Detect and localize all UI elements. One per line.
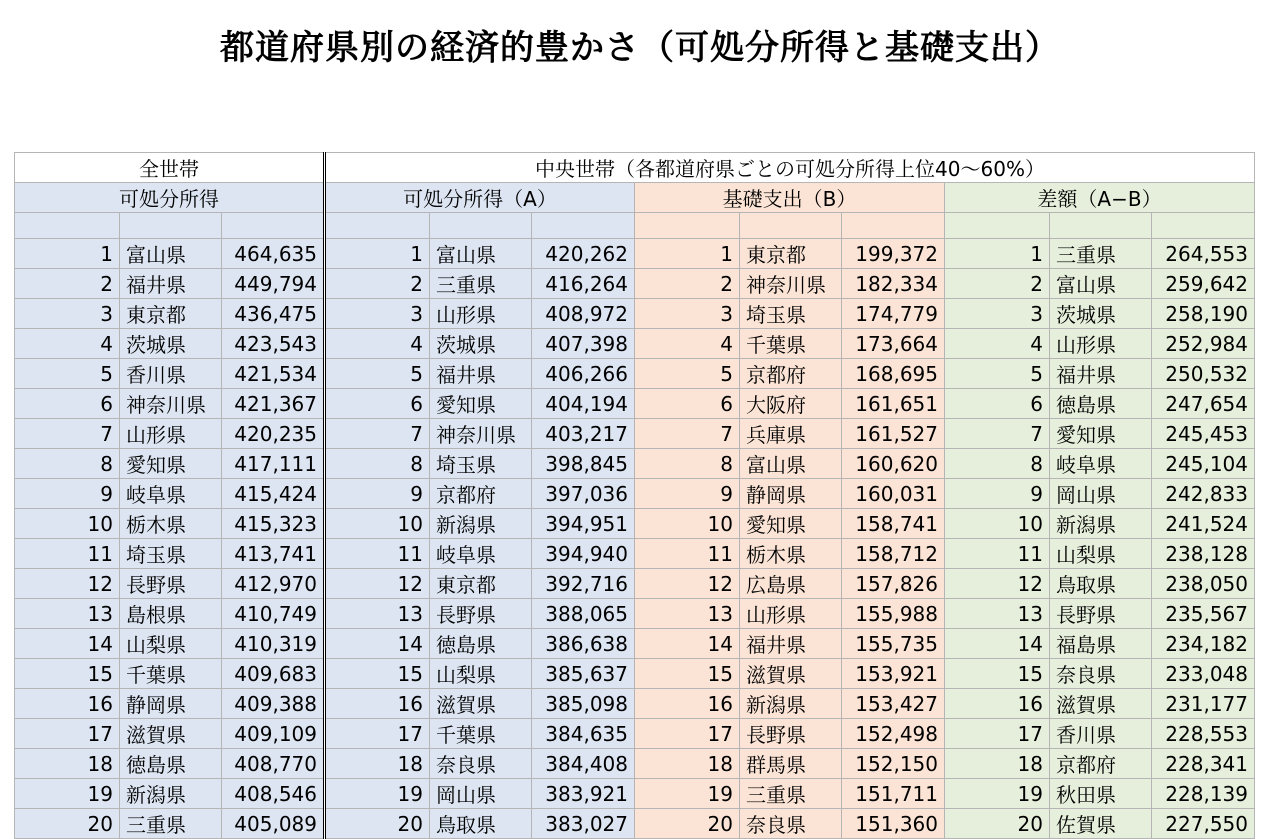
disposable-a-value-cell: 384,635 <box>532 719 635 749</box>
blank-cell <box>15 213 120 239</box>
basic-expense-prefecture-cell: 埼玉県 <box>740 299 842 329</box>
all-prefecture-cell: 岐阜県 <box>120 479 222 509</box>
difference-rank-cell: 3 <box>945 299 1050 329</box>
difference-value-cell: 250,532 <box>1152 359 1255 389</box>
all-prefecture-cell: 長野県 <box>120 569 222 599</box>
disposable-a-rank-cell: 7 <box>325 419 430 449</box>
blank-cell <box>740 213 842 239</box>
all-prefecture-cell: 三重県 <box>120 809 222 839</box>
basic-expense-prefecture-cell: 滋賀県 <box>740 659 842 689</box>
difference-value-cell: 233,048 <box>1152 659 1255 689</box>
disposable-a-rank-cell: 18 <box>325 749 430 779</box>
all-value-cell: 417,111 <box>222 449 325 479</box>
difference-rank-cell: 11 <box>945 539 1050 569</box>
all-rank-cell: 7 <box>15 419 120 449</box>
difference-rank-cell: 16 <box>945 689 1050 719</box>
disposable-a-prefecture-cell: 三重県 <box>430 269 532 299</box>
disposable-a-prefecture-cell: 埼玉県 <box>430 449 532 479</box>
all-rank-cell: 2 <box>15 269 120 299</box>
difference-rank-cell: 19 <box>945 779 1050 809</box>
basic-expense-rank-cell: 3 <box>635 299 740 329</box>
all-value-cell: 436,475 <box>222 299 325 329</box>
disposable-a-value-cell: 394,940 <box>532 539 635 569</box>
all-rank-cell: 6 <box>15 389 120 419</box>
difference-value-cell: 264,553 <box>1152 239 1255 269</box>
difference-rank-cell: 4 <box>945 329 1050 359</box>
basic-expense-value-cell: 158,712 <box>842 539 945 569</box>
all-value-cell: 420,235 <box>222 419 325 449</box>
blank-cell <box>945 213 1050 239</box>
disposable-a-prefecture-cell: 徳島県 <box>430 629 532 659</box>
disposable-a-value-cell: 397,036 <box>532 479 635 509</box>
difference-prefecture-cell: 三重県 <box>1050 239 1152 269</box>
basic-expense-value-cell: 151,360 <box>842 809 945 839</box>
disposable-a-prefecture-cell: 岡山県 <box>430 779 532 809</box>
basic-expense-prefecture-cell: 静岡県 <box>740 479 842 509</box>
disposable-a-rank-cell: 3 <box>325 299 430 329</box>
disposable-a-prefecture-cell: 新潟県 <box>430 509 532 539</box>
disposable-a-prefecture-cell: 奈良県 <box>430 749 532 779</box>
basic-expense-value-cell: 152,498 <box>842 719 945 749</box>
table-row <box>15 749 1255 779</box>
disposable-a-prefecture-cell: 長野県 <box>430 599 532 629</box>
all-value-cell: 405,089 <box>222 809 325 839</box>
blank-cell <box>532 213 635 239</box>
basic-expense-rank-cell: 5 <box>635 359 740 389</box>
disposable-a-value-cell: 386,638 <box>532 629 635 659</box>
disposable-a-rank-cell: 6 <box>325 389 430 419</box>
basic-expense-rank-cell: 7 <box>635 419 740 449</box>
table-row <box>15 539 1255 569</box>
basic-expense-value-cell: 173,664 <box>842 329 945 359</box>
basic-expense-value-cell: 161,527 <box>842 419 945 449</box>
basic-expense-prefecture-cell: 新潟県 <box>740 689 842 719</box>
table-row <box>15 389 1255 419</box>
table-row <box>15 569 1255 599</box>
all-rank-cell: 16 <box>15 689 120 719</box>
basic-expense-value-cell: 153,921 <box>842 659 945 689</box>
basic-expense-prefecture-cell: 広島県 <box>740 569 842 599</box>
all-rank-cell: 12 <box>15 569 120 599</box>
difference-rank-cell: 13 <box>945 599 1050 629</box>
difference-prefecture-cell: 秋田県 <box>1050 779 1152 809</box>
all-prefecture-cell: 新潟県 <box>120 779 222 809</box>
difference-rank-cell: 17 <box>945 719 1050 749</box>
basic-expense-value-cell: 160,620 <box>842 449 945 479</box>
all-rank-cell: 20 <box>15 809 120 839</box>
difference-value-cell: 227,550 <box>1152 809 1255 839</box>
difference-value-cell: 231,177 <box>1152 689 1255 719</box>
basic-expense-rank-cell: 17 <box>635 719 740 749</box>
disposable-a-rank-cell: 13 <box>325 599 430 629</box>
all-value-cell: 410,749 <box>222 599 325 629</box>
disposable-a-value-cell: 385,637 <box>532 659 635 689</box>
basic-expense-value-cell: 160,031 <box>842 479 945 509</box>
difference-prefecture-cell: 長野県 <box>1050 599 1152 629</box>
all-value-cell: 464,635 <box>222 239 325 269</box>
difference-prefecture-cell: 茨城県 <box>1050 299 1152 329</box>
difference-rank-cell: 8 <box>945 449 1050 479</box>
difference-value-cell: 241,524 <box>1152 509 1255 539</box>
table-row <box>15 719 1255 749</box>
disposable-a-value-cell: 388,065 <box>532 599 635 629</box>
disposable-a-prefecture-cell: 茨城県 <box>430 329 532 359</box>
all-value-cell: 409,109 <box>222 719 325 749</box>
table-row <box>15 329 1255 359</box>
table-row <box>15 599 1255 629</box>
basic-expense-value-cell: 174,779 <box>842 299 945 329</box>
all-value-cell: 421,534 <box>222 359 325 389</box>
basic-expense-prefecture-cell: 京都府 <box>740 359 842 389</box>
basic-expense-rank-cell: 6 <box>635 389 740 419</box>
difference-value-cell: 242,833 <box>1152 479 1255 509</box>
table-row <box>15 299 1255 329</box>
basic-expense-rank-cell: 10 <box>635 509 740 539</box>
difference-rank-cell: 15 <box>945 659 1050 689</box>
table-row <box>15 239 1255 269</box>
all-rank-cell: 18 <box>15 749 120 779</box>
blank-cell <box>842 213 945 239</box>
basic-expense-prefecture-cell: 兵庫県 <box>740 419 842 449</box>
difference-prefecture-cell: 岐阜県 <box>1050 449 1152 479</box>
table-row <box>15 509 1255 539</box>
basic-expense-rank-cell: 20 <box>635 809 740 839</box>
all-value-cell: 410,319 <box>222 629 325 659</box>
basic-expense-prefecture-cell: 大阪府 <box>740 389 842 419</box>
difference-prefecture-cell: 山梨県 <box>1050 539 1152 569</box>
all-prefecture-cell: 東京都 <box>120 299 222 329</box>
basic-expense-prefecture-cell: 愛知県 <box>740 509 842 539</box>
difference-rank-cell: 7 <box>945 419 1050 449</box>
difference-value-cell: 252,984 <box>1152 329 1255 359</box>
table-row <box>15 779 1255 809</box>
all-prefecture-cell: 埼玉県 <box>120 539 222 569</box>
difference-prefecture-cell: 山形県 <box>1050 329 1152 359</box>
difference-rank-cell: 18 <box>945 749 1050 779</box>
blank-cell <box>325 213 430 239</box>
table-row <box>15 629 1255 659</box>
disposable-a-rank-cell: 12 <box>325 569 430 599</box>
all-prefecture-cell: 千葉県 <box>120 659 222 689</box>
all-prefecture-cell: 香川県 <box>120 359 222 389</box>
blank-cell <box>430 213 532 239</box>
disposable-a-rank-cell: 14 <box>325 629 430 659</box>
disposable-a-value-cell: 383,027 <box>532 809 635 839</box>
all-prefecture-cell: 栃木県 <box>120 509 222 539</box>
difference-rank-cell: 5 <box>945 359 1050 389</box>
all-rank-cell: 19 <box>15 779 120 809</box>
disposable-a-value-cell: 392,716 <box>532 569 635 599</box>
disposable-a-prefecture-cell: 岐阜県 <box>430 539 532 569</box>
table-row <box>15 449 1255 479</box>
difference-value-cell: 238,128 <box>1152 539 1255 569</box>
all-value-cell: 449,794 <box>222 269 325 299</box>
difference-value-cell: 228,139 <box>1152 779 1255 809</box>
all-prefecture-cell: 徳島県 <box>120 749 222 779</box>
disposable-a-prefecture-cell: 山形県 <box>430 299 532 329</box>
basic-expense-value-cell: 161,651 <box>842 389 945 419</box>
table-row <box>15 689 1255 719</box>
disposable-a-value-cell: 416,264 <box>532 269 635 299</box>
difference-rank-cell: 2 <box>945 269 1050 299</box>
all-value-cell: 412,970 <box>222 569 325 599</box>
header-difference: 差額（A−B） <box>945 183 1255 213</box>
all-rank-cell: 1 <box>15 239 120 269</box>
difference-rank-cell: 10 <box>945 509 1050 539</box>
all-value-cell: 409,683 <box>222 659 325 689</box>
all-rank-cell: 14 <box>15 629 120 659</box>
disposable-a-rank-cell: 1 <box>325 239 430 269</box>
difference-rank-cell: 14 <box>945 629 1050 659</box>
disposable-a-rank-cell: 5 <box>325 359 430 389</box>
difference-prefecture-cell: 滋賀県 <box>1050 689 1152 719</box>
basic-expense-value-cell: 157,826 <box>842 569 945 599</box>
basic-expense-value-cell: 182,334 <box>842 269 945 299</box>
difference-prefecture-cell: 富山県 <box>1050 269 1152 299</box>
disposable-a-rank-cell: 2 <box>325 269 430 299</box>
disposable-a-prefecture-cell: 滋賀県 <box>430 689 532 719</box>
difference-prefecture-cell: 福井県 <box>1050 359 1152 389</box>
difference-value-cell: 258,190 <box>1152 299 1255 329</box>
basic-expense-prefecture-cell: 富山県 <box>740 449 842 479</box>
header-mid-disposable: 可処分所得（A） <box>325 183 635 213</box>
disposable-a-prefecture-cell: 鳥取県 <box>430 809 532 839</box>
disposable-a-prefecture-cell: 京都府 <box>430 479 532 509</box>
difference-prefecture-cell: 福島県 <box>1050 629 1152 659</box>
basic-expense-rank-cell: 11 <box>635 539 740 569</box>
disposable-a-prefecture-cell: 山梨県 <box>430 659 532 689</box>
basic-expense-prefecture-cell: 福井県 <box>740 629 842 659</box>
basic-expense-prefecture-cell: 山形県 <box>740 599 842 629</box>
disposable-a-value-cell: 398,845 <box>532 449 635 479</box>
disposable-a-rank-cell: 4 <box>325 329 430 359</box>
all-rank-cell: 11 <box>15 539 120 569</box>
difference-prefecture-cell: 佐賀県 <box>1050 809 1152 839</box>
basic-expense-rank-cell: 2 <box>635 269 740 299</box>
difference-value-cell: 245,453 <box>1152 419 1255 449</box>
blank-cell <box>635 213 740 239</box>
all-rank-cell: 3 <box>15 299 120 329</box>
all-value-cell: 413,741 <box>222 539 325 569</box>
table-row <box>15 479 1255 509</box>
header-all-disposable: 可処分所得 <box>15 183 325 213</box>
all-value-cell: 415,424 <box>222 479 325 509</box>
basic-expense-value-cell: 155,735 <box>842 629 945 659</box>
basic-expense-rank-cell: 15 <box>635 659 740 689</box>
disposable-a-value-cell: 406,266 <box>532 359 635 389</box>
blank-cell <box>1152 213 1255 239</box>
basic-expense-prefecture-cell: 千葉県 <box>740 329 842 359</box>
difference-prefecture-cell: 岡山県 <box>1050 479 1152 509</box>
header-basic-expense: 基礎支出（B） <box>635 183 945 213</box>
basic-expense-rank-cell: 19 <box>635 779 740 809</box>
disposable-a-rank-cell: 8 <box>325 449 430 479</box>
page-title: 都道府県別の経済的豊かさ（可処分所得と基礎支出） <box>220 28 1060 68</box>
all-rank-cell: 17 <box>15 719 120 749</box>
table-row <box>15 809 1255 839</box>
disposable-a-value-cell: 404,194 <box>532 389 635 419</box>
difference-value-cell: 245,104 <box>1152 449 1255 479</box>
table-row <box>15 359 1255 389</box>
difference-rank-cell: 12 <box>945 569 1050 599</box>
basic-expense-rank-cell: 9 <box>635 479 740 509</box>
all-rank-cell: 5 <box>15 359 120 389</box>
difference-value-cell: 238,050 <box>1152 569 1255 599</box>
difference-value-cell: 235,567 <box>1152 599 1255 629</box>
difference-prefecture-cell: 新潟県 <box>1050 509 1152 539</box>
all-prefecture-cell: 富山県 <box>120 239 222 269</box>
all-prefecture-cell: 滋賀県 <box>120 719 222 749</box>
difference-rank-cell: 6 <box>945 389 1050 419</box>
basic-expense-value-cell: 153,427 <box>842 689 945 719</box>
basic-expense-rank-cell: 8 <box>635 449 740 479</box>
all-prefecture-cell: 茨城県 <box>120 329 222 359</box>
all-rank-cell: 15 <box>15 659 120 689</box>
basic-expense-prefecture-cell: 群馬県 <box>740 749 842 779</box>
all-rank-cell: 8 <box>15 449 120 479</box>
basic-expense-rank-cell: 4 <box>635 329 740 359</box>
blank-cell <box>120 213 222 239</box>
difference-prefecture-cell: 香川県 <box>1050 719 1152 749</box>
disposable-a-rank-cell: 19 <box>325 779 430 809</box>
basic-expense-value-cell: 199,372 <box>842 239 945 269</box>
ranking-table <box>14 152 1255 839</box>
all-value-cell: 409,388 <box>222 689 325 719</box>
all-prefecture-cell: 愛知県 <box>120 449 222 479</box>
disposable-a-value-cell: 420,262 <box>532 239 635 269</box>
disposable-a-prefecture-cell: 福井県 <box>430 359 532 389</box>
difference-rank-cell: 1 <box>945 239 1050 269</box>
difference-prefecture-cell: 鳥取県 <box>1050 569 1152 599</box>
disposable-a-rank-cell: 9 <box>325 479 430 509</box>
difference-rank-cell: 20 <box>945 809 1050 839</box>
basic-expense-prefecture-cell: 東京都 <box>740 239 842 269</box>
basic-expense-prefecture-cell: 三重県 <box>740 779 842 809</box>
table-row <box>15 659 1255 689</box>
all-value-cell: 408,546 <box>222 779 325 809</box>
all-prefecture-cell: 島根県 <box>120 599 222 629</box>
basic-expense-rank-cell: 12 <box>635 569 740 599</box>
disposable-a-value-cell: 403,217 <box>532 419 635 449</box>
disposable-a-prefecture-cell: 千葉県 <box>430 719 532 749</box>
difference-prefecture-cell: 愛知県 <box>1050 419 1152 449</box>
disposable-a-rank-cell: 15 <box>325 659 430 689</box>
disposable-a-rank-cell: 10 <box>325 509 430 539</box>
all-prefecture-cell: 山形県 <box>120 419 222 449</box>
disposable-a-value-cell: 384,408 <box>532 749 635 779</box>
basic-expense-prefecture-cell: 神奈川県 <box>740 269 842 299</box>
basic-expense-prefecture-cell: 栃木県 <box>740 539 842 569</box>
basic-expense-value-cell: 168,695 <box>842 359 945 389</box>
difference-prefecture-cell: 奈良県 <box>1050 659 1152 689</box>
basic-expense-rank-cell: 16 <box>635 689 740 719</box>
all-prefecture-cell: 福井県 <box>120 269 222 299</box>
header-middle-households: 中央世帯（各都道府県ごとの可処分所得上位40〜60%） <box>325 153 1255 183</box>
basic-expense-prefecture-cell: 長野県 <box>740 719 842 749</box>
all-value-cell: 423,543 <box>222 329 325 359</box>
all-prefecture-cell: 神奈川県 <box>120 389 222 419</box>
disposable-a-value-cell: 407,398 <box>532 329 635 359</box>
disposable-a-value-cell: 394,951 <box>532 509 635 539</box>
basic-expense-value-cell: 158,741 <box>842 509 945 539</box>
disposable-a-rank-cell: 17 <box>325 719 430 749</box>
basic-expense-rank-cell: 1 <box>635 239 740 269</box>
basic-expense-rank-cell: 13 <box>635 599 740 629</box>
all-rank-cell: 13 <box>15 599 120 629</box>
basic-expense-value-cell: 155,988 <box>842 599 945 629</box>
all-value-cell: 421,367 <box>222 389 325 419</box>
disposable-a-prefecture-cell: 愛知県 <box>430 389 532 419</box>
difference-prefecture-cell: 徳島県 <box>1050 389 1152 419</box>
all-rank-cell: 9 <box>15 479 120 509</box>
basic-expense-rank-cell: 14 <box>635 629 740 659</box>
basic-expense-value-cell: 152,150 <box>842 749 945 779</box>
basic-expense-prefecture-cell: 奈良県 <box>740 809 842 839</box>
table-row <box>15 419 1255 449</box>
basic-expense-value-cell: 151,711 <box>842 779 945 809</box>
disposable-a-value-cell: 408,972 <box>532 299 635 329</box>
disposable-a-rank-cell: 11 <box>325 539 430 569</box>
difference-rank-cell: 9 <box>945 479 1050 509</box>
difference-value-cell: 228,341 <box>1152 749 1255 779</box>
difference-value-cell: 247,654 <box>1152 389 1255 419</box>
difference-prefecture-cell: 京都府 <box>1050 749 1152 779</box>
disposable-a-prefecture-cell: 富山県 <box>430 239 532 269</box>
all-rank-cell: 4 <box>15 329 120 359</box>
blank-cell <box>1050 213 1152 239</box>
disposable-a-rank-cell: 16 <box>325 689 430 719</box>
header-all-households: 全世帯 <box>15 153 325 183</box>
table-row <box>15 269 1255 299</box>
difference-value-cell: 234,182 <box>1152 629 1255 659</box>
difference-value-cell: 259,642 <box>1152 269 1255 299</box>
blank-cell <box>222 213 325 239</box>
all-prefecture-cell: 静岡県 <box>120 689 222 719</box>
all-rank-cell: 10 <box>15 509 120 539</box>
basic-expense-rank-cell: 18 <box>635 749 740 779</box>
disposable-a-rank-cell: 20 <box>325 809 430 839</box>
all-value-cell: 408,770 <box>222 749 325 779</box>
disposable-a-value-cell: 385,098 <box>532 689 635 719</box>
disposable-a-value-cell: 383,921 <box>532 779 635 809</box>
disposable-a-prefecture-cell: 神奈川県 <box>430 419 532 449</box>
difference-value-cell: 228,553 <box>1152 719 1255 749</box>
all-prefecture-cell: 山梨県 <box>120 629 222 659</box>
all-value-cell: 415,323 <box>222 509 325 539</box>
disposable-a-prefecture-cell: 東京都 <box>430 569 532 599</box>
